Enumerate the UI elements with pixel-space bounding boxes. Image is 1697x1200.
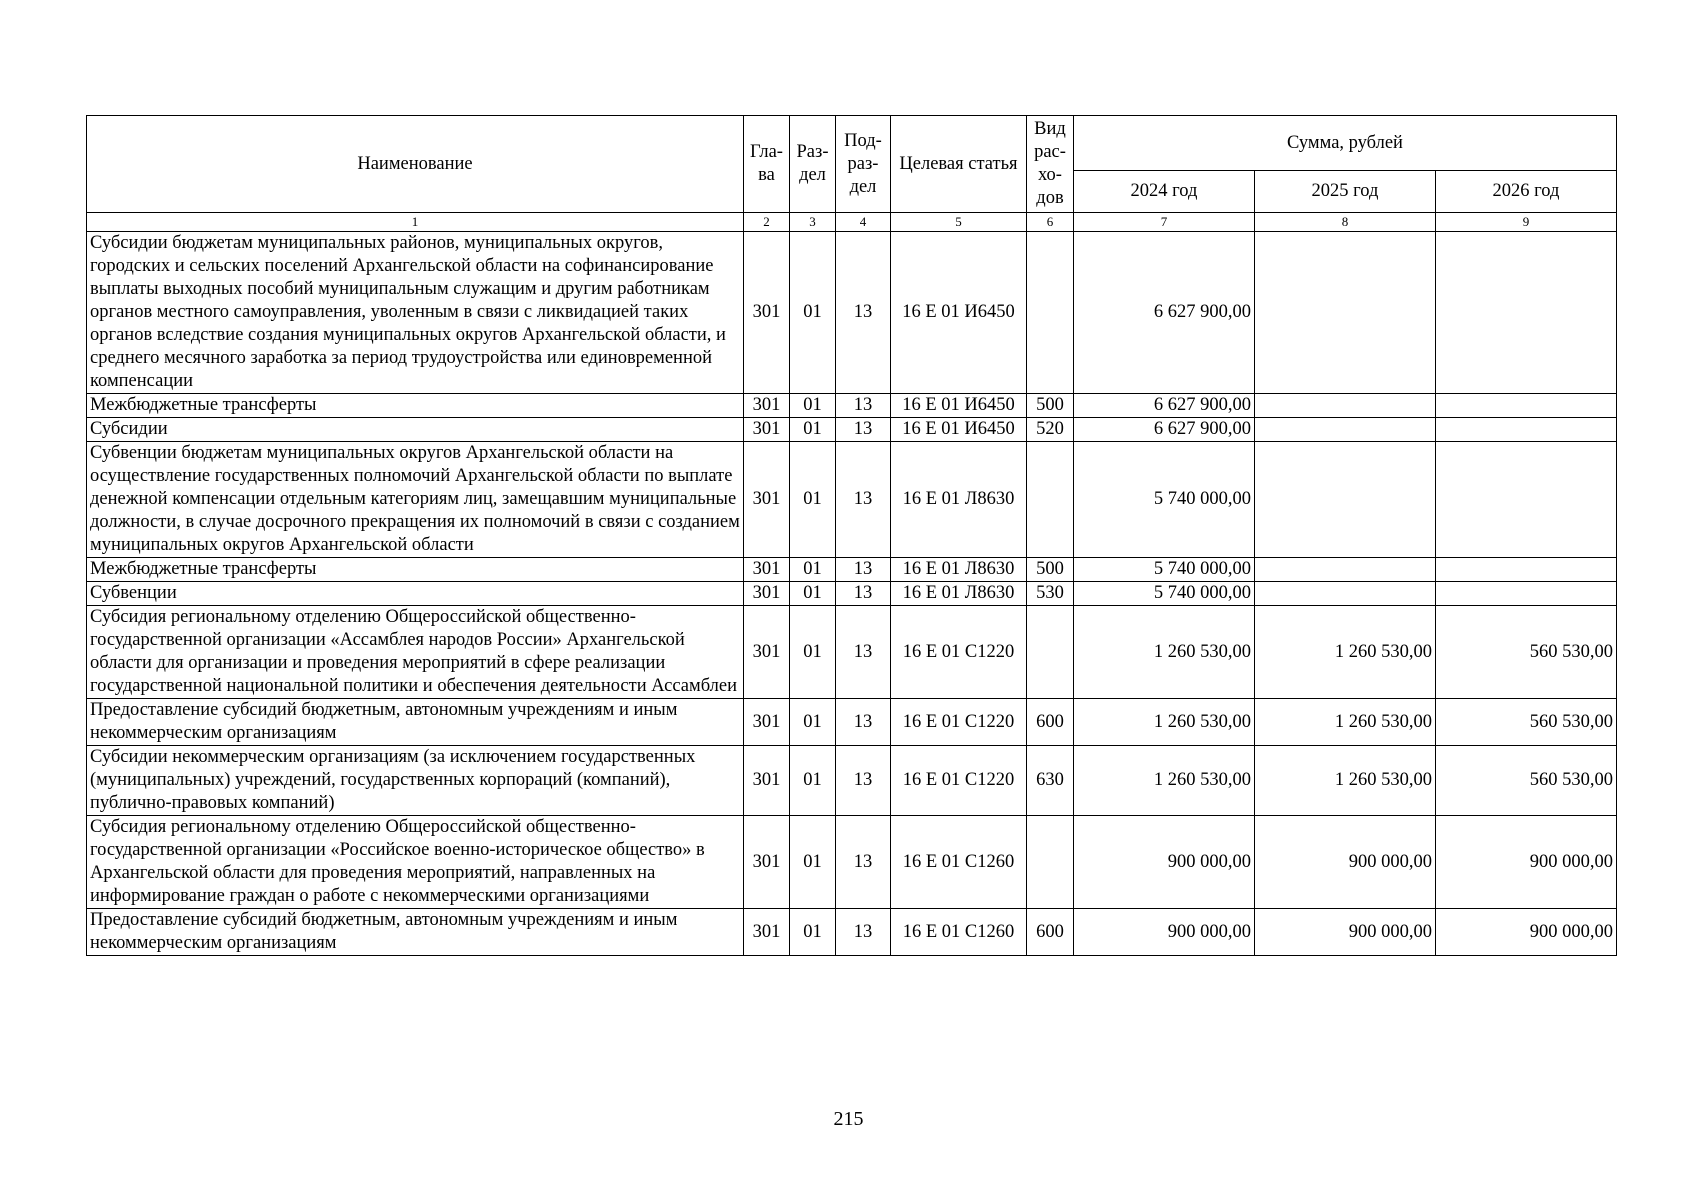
row-sum-2024: 6 627 900,00: [1074, 418, 1255, 442]
row-razdel: 01: [790, 746, 836, 816]
column-number: 5: [891, 213, 1027, 232]
row-vid-rashodov: 500: [1027, 558, 1074, 582]
row-glava: 301: [744, 232, 790, 394]
row-razdel: 01: [790, 418, 836, 442]
row-glava: 301: [744, 582, 790, 606]
row-vid-rashodov: 520: [1027, 418, 1074, 442]
row-sum-2026: 560 530,00: [1436, 746, 1617, 816]
row-podrazdel: 13: [836, 606, 891, 699]
row-celevaya-statya: 16 Е 01 И6450: [891, 232, 1027, 394]
column-number: 7: [1074, 213, 1255, 232]
row-sum-2026: 900 000,00: [1436, 816, 1617, 909]
header-podrazdel: Под-раз-дел: [836, 116, 891, 213]
column-number: 9: [1436, 213, 1617, 232]
table-row: [87, 909, 1617, 956]
row-podrazdel: 13: [836, 816, 891, 909]
row-podrazdel: 13: [836, 699, 891, 746]
row-vid-rashodov: 630: [1027, 746, 1074, 816]
row-sum-2024: 5 740 000,00: [1074, 582, 1255, 606]
table-row: [87, 816, 1617, 909]
row-razdel: 01: [790, 394, 836, 418]
column-number: 1: [87, 213, 744, 232]
table-row: [87, 699, 1617, 746]
column-number: 8: [1255, 213, 1436, 232]
row-sum-2026: [1436, 394, 1617, 418]
row-name: Субсидия региональному отделению Общероссийской общественно-государственной организации «Ассамблея народов России» Архангельской области для организации и проведения мероприятий в сфере реализации государственной национальной политики и обеспечения деятельности Ассамблеи: [87, 606, 744, 699]
row-sum-2024: 900 000,00: [1074, 816, 1255, 909]
table-row: [87, 418, 1617, 442]
row-vid-rashodov: 500: [1027, 394, 1074, 418]
row-sum-2025: 1 260 530,00: [1255, 606, 1436, 699]
row-razdel: 01: [790, 582, 836, 606]
row-vid-rashodov: [1027, 606, 1074, 699]
row-name: Субсидия региональному отделению Общероссийской общественно-государственной организации «Российское военно-историческое общество» в Архангельской области для проведения мероприятий, направленных на информирование граждан о работе с некоммерческими организациями: [87, 816, 744, 909]
table-row: [87, 394, 1617, 418]
row-glava: 301: [744, 558, 790, 582]
row-celevaya-statya: 16 Е 01 С1260: [891, 909, 1027, 956]
row-celevaya-statya: 16 Е 01 С1220: [891, 746, 1027, 816]
row-sum-2024: 900 000,00: [1074, 909, 1255, 956]
row-sum-2025: 1 260 530,00: [1255, 699, 1436, 746]
row-vid-rashodov: [1027, 816, 1074, 909]
row-glava: 301: [744, 442, 790, 558]
row-podrazdel: 13: [836, 746, 891, 816]
row-razdel: 01: [790, 816, 836, 909]
row-celevaya-statya: 16 Е 01 И6450: [891, 394, 1027, 418]
row-glava: 301: [744, 394, 790, 418]
row-name: Субвенции бюджетам муниципальных округов Архангельской области на осуществление государственных полномочий Архангельской области по выплате денежной компенсации отдельным категориям лиц, замещавшим муниципальные должности, в случае досрочного прекращения их полномочий в связи с созданием муниципальных округов Архангельской области: [87, 442, 744, 558]
row-sum-2024: 1 260 530,00: [1074, 699, 1255, 746]
column-number-row: [87, 213, 1617, 232]
row-celevaya-statya: 16 Е 01 Л8630: [891, 582, 1027, 606]
row-sum-2026: 900 000,00: [1436, 909, 1617, 956]
row-sum-2026: [1436, 558, 1617, 582]
header-vid-rashodov: Вид рас-хо-дов: [1027, 116, 1074, 213]
row-glava: 301: [744, 816, 790, 909]
table-row: [87, 746, 1617, 816]
row-sum-2025: [1255, 232, 1436, 394]
row-name: Субсидии бюджетам муниципальных районов, муниципальных округов, городских и сельских поселений Архангельской области на софинансирование выплаты выходных пособий муниципальным служащим и другим работникам органов местного самоуправления, уволенным в связи с ликвидацией таких органов вследствие создания муниципальных округов Архангельской области, и среднего месячного заработка за период трудоустройства или единовременной компенсации: [87, 232, 744, 394]
header-name: Наименование: [87, 116, 744, 213]
row-name: Субсидии некоммерческим организациям (за исключением государственных (муниципальных) учреждений, государственных корпораций (компаний), публично-правовых компаний): [87, 746, 744, 816]
row-sum-2025: 900 000,00: [1255, 909, 1436, 956]
row-name: Межбюджетные трансферты: [87, 394, 744, 418]
table-row: [87, 558, 1617, 582]
row-sum-2026: [1436, 582, 1617, 606]
row-celevaya-statya: 16 Е 01 С1220: [891, 606, 1027, 699]
row-sum-2024: 6 627 900,00: [1074, 232, 1255, 394]
row-sum-2025: 900 000,00: [1255, 816, 1436, 909]
row-sum-2025: [1255, 442, 1436, 558]
row-podrazdel: 13: [836, 909, 891, 956]
row-podrazdel: 13: [836, 394, 891, 418]
row-vid-rashodov: 600: [1027, 909, 1074, 956]
budget-table: [86, 115, 1617, 956]
row-razdel: 01: [790, 606, 836, 699]
row-razdel: 01: [790, 442, 836, 558]
table-row: [87, 582, 1617, 606]
row-glava: 301: [744, 746, 790, 816]
row-sum-2024: 5 740 000,00: [1074, 558, 1255, 582]
row-vid-rashodov: 530: [1027, 582, 1074, 606]
row-podrazdel: 13: [836, 558, 891, 582]
row-celevaya-statya: 16 Е 01 Л8630: [891, 558, 1027, 582]
row-glava: 301: [744, 699, 790, 746]
row-podrazdel: 13: [836, 442, 891, 558]
row-glava: 301: [744, 418, 790, 442]
row-razdel: 01: [790, 558, 836, 582]
column-number: 2: [744, 213, 790, 232]
row-podrazdel: 13: [836, 232, 891, 394]
row-sum-2026: [1436, 418, 1617, 442]
row-podrazdel: 13: [836, 582, 891, 606]
header-year-2026: 2026 год: [1436, 171, 1617, 213]
row-sum-2025: [1255, 418, 1436, 442]
row-celevaya-statya: 16 Е 01 С1260: [891, 816, 1027, 909]
header-celevaya-statya: Целевая статья: [891, 116, 1027, 213]
table-body: [87, 232, 1617, 956]
row-name: Субсидии: [87, 418, 744, 442]
row-sum-2026: [1436, 232, 1617, 394]
column-number: 6: [1027, 213, 1074, 232]
row-podrazdel: 13: [836, 418, 891, 442]
row-sum-2026: [1436, 442, 1617, 558]
row-name: Межбюджетные трансферты: [87, 558, 744, 582]
row-sum-2025: [1255, 394, 1436, 418]
column-number: 4: [836, 213, 891, 232]
header-year-2024: 2024 год: [1074, 171, 1255, 213]
row-sum-2026: 560 530,00: [1436, 699, 1617, 746]
row-celevaya-statya: 16 Е 01 Л8630: [891, 442, 1027, 558]
row-sum-2026: 560 530,00: [1436, 606, 1617, 699]
table-row: [87, 606, 1617, 699]
row-sum-2024: 1 260 530,00: [1074, 606, 1255, 699]
row-sum-2025: 1 260 530,00: [1255, 746, 1436, 816]
row-sum-2024: 6 627 900,00: [1074, 394, 1255, 418]
row-name: Субвенции: [87, 582, 744, 606]
row-vid-rashodov: [1027, 232, 1074, 394]
row-glava: 301: [744, 909, 790, 956]
row-sum-2024: 5 740 000,00: [1074, 442, 1255, 558]
header-year-2025: 2025 год: [1255, 171, 1436, 213]
page-number: 215: [833, 1108, 864, 1130]
row-vid-rashodov: [1027, 442, 1074, 558]
table-row: [87, 232, 1617, 394]
row-razdel: 01: [790, 699, 836, 746]
header-razdel: Раз-дел: [790, 116, 836, 213]
row-name: Предоставление субсидий бюджетным, автономным учреждениям и иным некоммерческим организациям: [87, 699, 744, 746]
header-summa: Сумма, рублей: [1074, 116, 1617, 171]
row-celevaya-statya: 16 Е 01 И6450: [891, 418, 1027, 442]
row-sum-2024: 1 260 530,00: [1074, 746, 1255, 816]
table-row: [87, 442, 1617, 558]
row-celevaya-statya: 16 Е 01 С1220: [891, 699, 1027, 746]
row-sum-2025: [1255, 558, 1436, 582]
header-glava: Гла-ва: [744, 116, 790, 213]
row-sum-2025: [1255, 582, 1436, 606]
row-vid-rashodov: 600: [1027, 699, 1074, 746]
row-name: Предоставление субсидий бюджетным, автономным учреждениям и иным некоммерческим организациям: [87, 909, 744, 956]
row-razdel: 01: [790, 232, 836, 394]
column-number: 3: [790, 213, 836, 232]
row-razdel: 01: [790, 909, 836, 956]
row-glava: 301: [744, 606, 790, 699]
